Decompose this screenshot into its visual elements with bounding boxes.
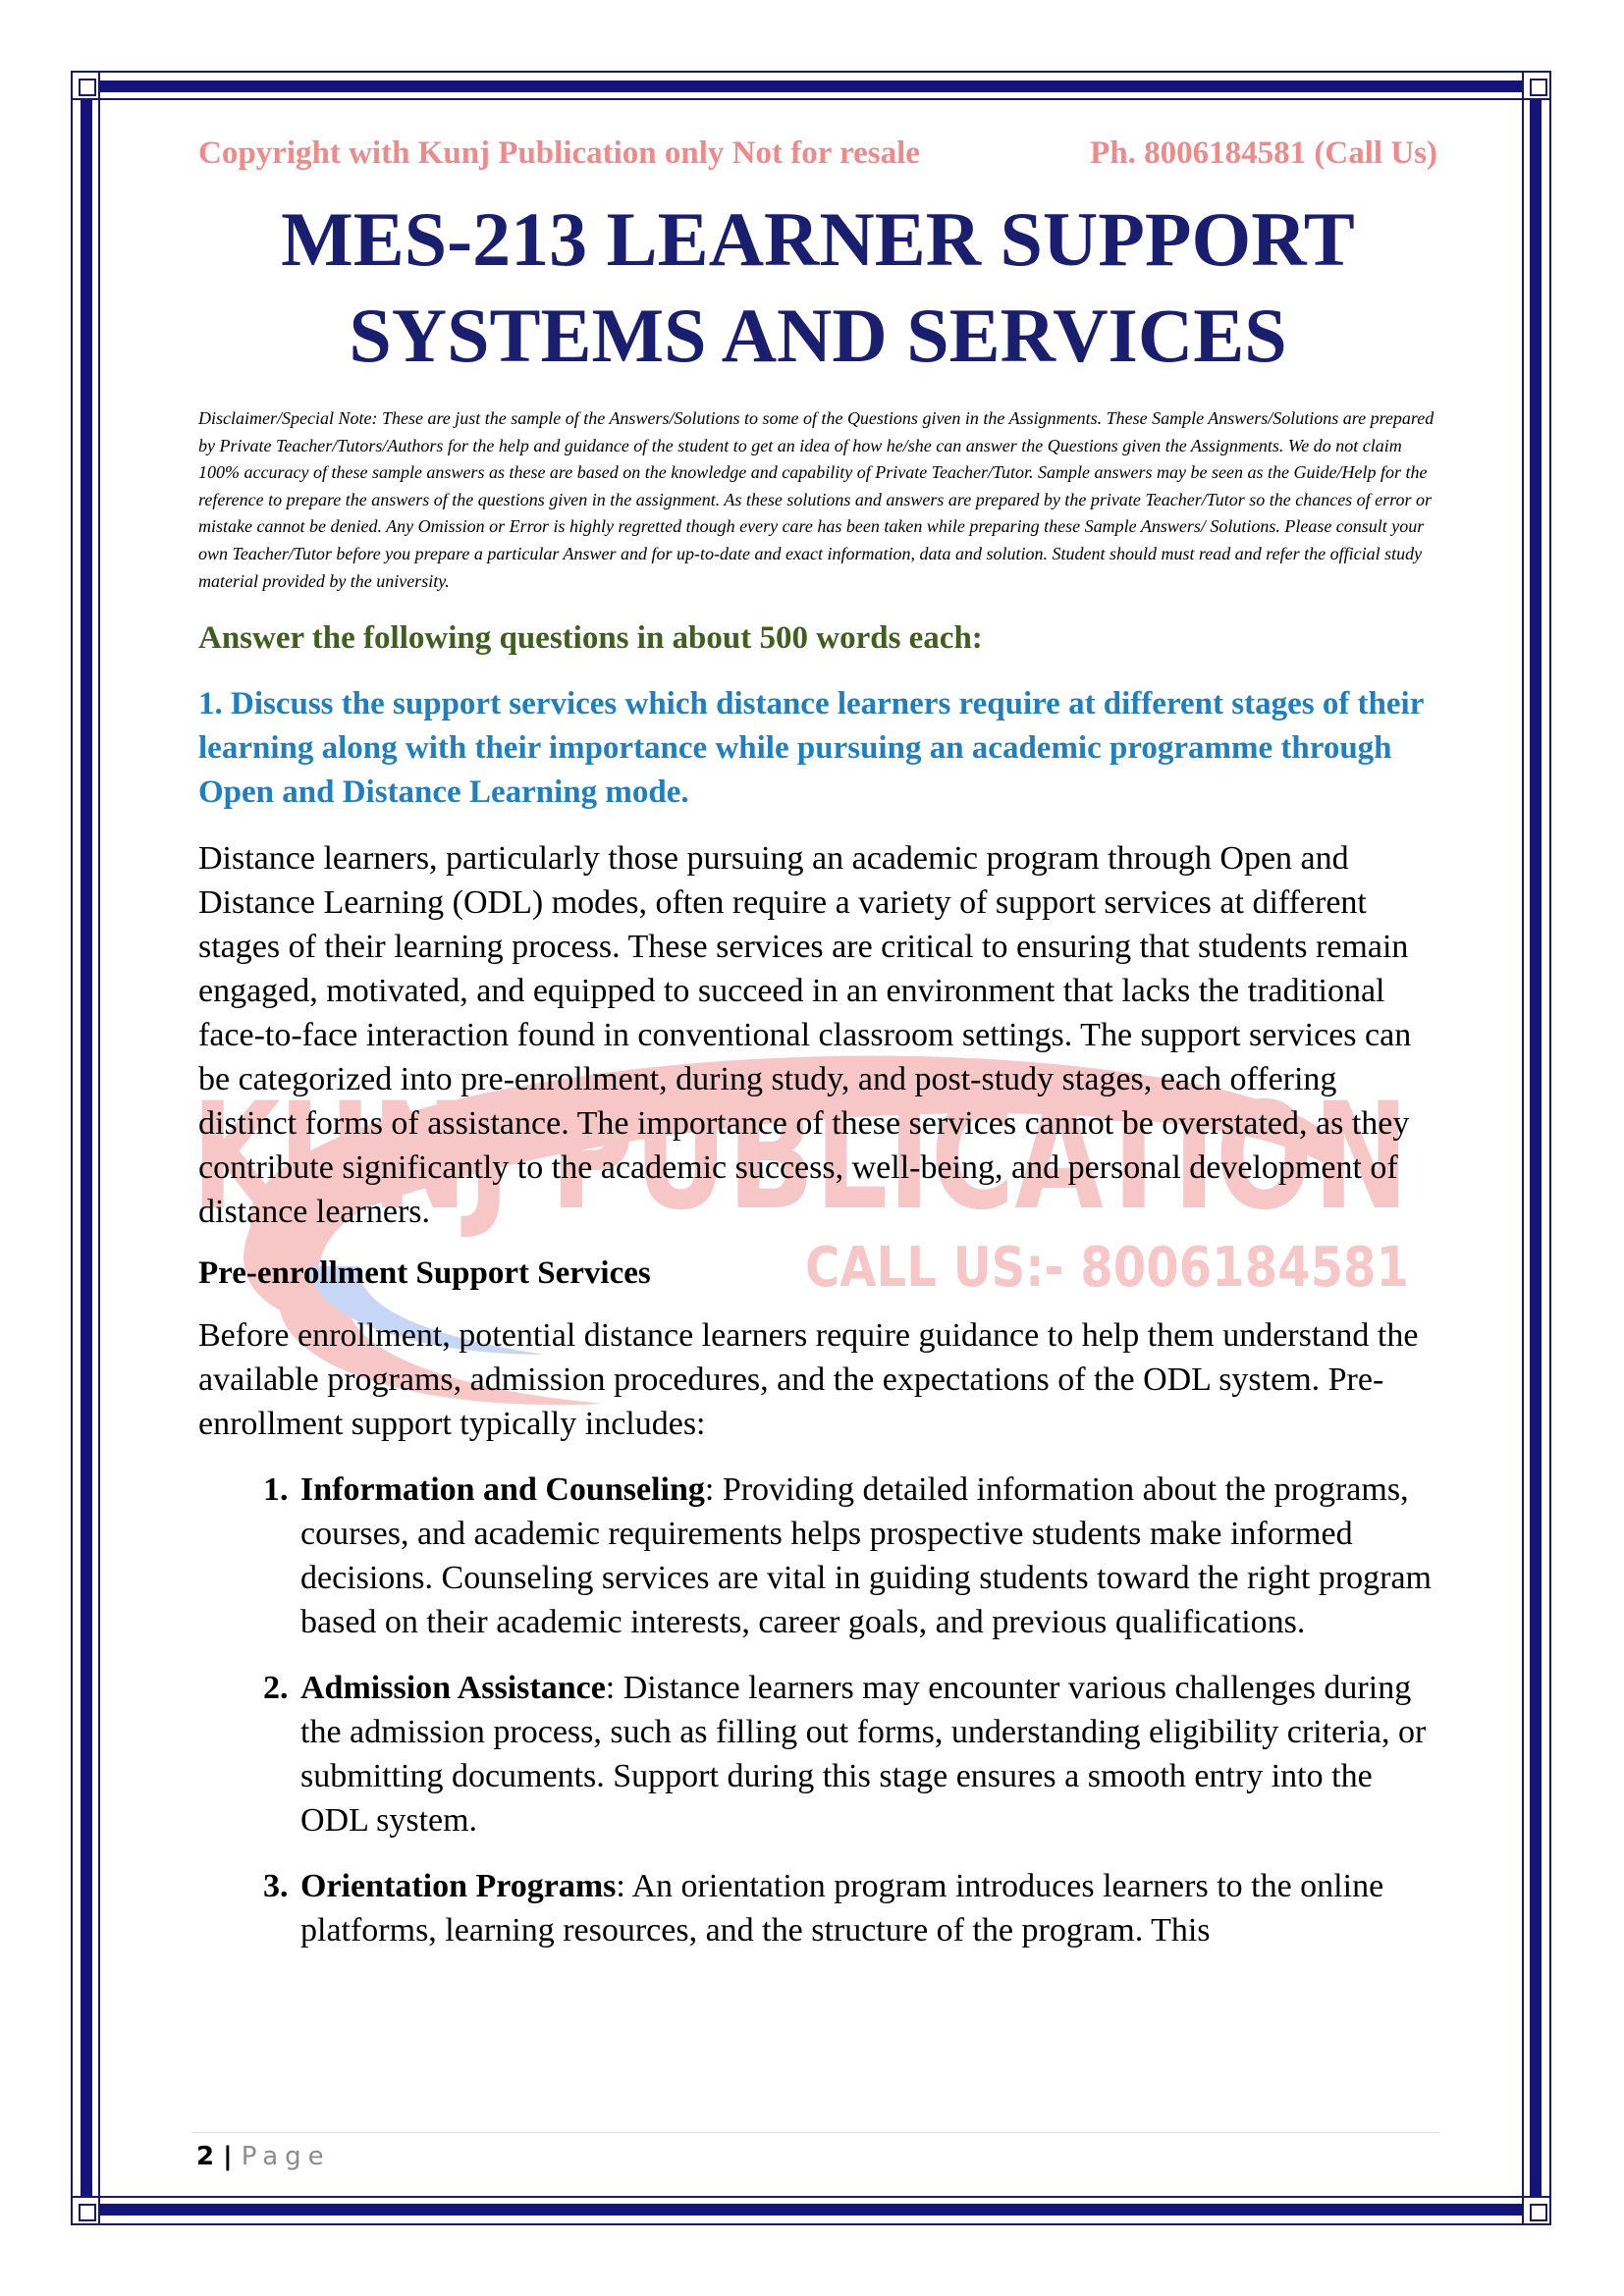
list-item-term: Admission Assistance: [300, 1670, 606, 1707]
list-item-text: : An orientation program introduces learners to the online platforms, learning resources, and the structure of the program. This: [300, 1868, 1384, 1949]
contact-phone: Ph. 8006184581 (Call Us): [1090, 135, 1437, 171]
page-content: [198, 135, 1437, 1974]
list-item-term: Information and Counseling: [300, 1471, 705, 1509]
corner-ornament-bottom-right: [1522, 2196, 1551, 2225]
title-line-2: SYSTEMS AND SERVICES: [349, 293, 1287, 378]
footer-divider: [192, 2132, 1439, 2133]
list-item: [297, 1468, 1437, 1644]
list-item-term: Orientation Programs: [300, 1868, 617, 1905]
section-heading: Pre-enrollment Support Services: [198, 1255, 651, 1292]
section-paragraph: Before enrollment, potential distance learners require guidance to help them understand the available programs, admission procedures, and the expectations of the ODL system. Pre-enrollment support typically includes:: [198, 1317, 1419, 1443]
title-line-1: MES-213 LEARNER SUPPORT: [281, 196, 1355, 282]
watermark-brand: KUNJ PUBLICATION: [191, 1072, 1409, 1243]
assignment-instruction: Answer the following questions in about 500 words each:: [198, 620, 983, 657]
corner-ornament-bottom-left: [71, 2196, 100, 2225]
support-services-list: [198, 1468, 1437, 1952]
list-item: [297, 1666, 1437, 1842]
corner-ornament-top-right: [1522, 71, 1551, 100]
document-title: [198, 191, 1437, 384]
copyright-notice: Copyright with Kunj Publication only Not for resale: [198, 135, 920, 171]
question-1: 1. Discuss the support services which distance learners require at different stages of their learning along with their importance while pursuing an academic programme through Open and Distance Learning mode.: [198, 686, 1424, 811]
page-separator: |: [214, 2142, 242, 2171]
disclaimer-note: Disclaimer/Special Note: These are just the sample of the Answers/Solutions to some of the Questions given in the Assignments. These Sample Answers/Solutions are prepared by Private Teacher/Tutors/Authors for the help and guidance of the student to get an idea of how he/she can answer the Questions given the Assignments. We do not claim 100% accuracy of these sample answers as these are based on the knowledge and capability of Private Teacher/Tutor. Sample answers may be seen as the Guide/Help for the reference to prepare the answers of the questions given in the assignment. As these solutions and answers are prepared by the private Teacher/Tutor so the chances of error or mistake cannot be denied. Any Omission or Error is highly regretted though every care has been taken while preparing these Sample Answers/ Solutions. Please consult your own Teacher/Tutor before you prepare a particular Answer and for up-to-date and exact information, data and solution. Student should must read and refer the official study material provided by the university.: [198, 408, 1435, 591]
list-item: [297, 1864, 1437, 1952]
page-label: Page: [241, 2142, 331, 2171]
copyright-header: [198, 135, 1437, 172]
page-number: 2: [196, 2142, 215, 2171]
intro-paragraph: Distance learners, particularly those pursuing an academic program through Open and Distance Learning (ODL) modes, often require a variety of support services at different stages of their learning process. These services are critical to ensuring that students remain engaged, motivated, and equipped to succeed in an environment that lacks the traditional face-to-face interaction found in conventional classroom settings. The support services can be categorized into pre-enrollment, during study, and post-study stages, each offering distinct forms of assistance. The importance of these services cannot be overstated, as they contribute significantly to the academic success, well-being, and personal development of distance learners.: [198, 840, 1412, 1231]
page-footer: [196, 2142, 331, 2171]
corner-ornament-top-left: [71, 71, 100, 100]
list-item-text: : Providing detailed information about the programs, courses, and academic requirements helps prospective students make informed decisions. Counseling services are vital in guiding students toward the right program based on their academic interests, career goals, and previous qualifications.: [300, 1471, 1432, 1641]
watermark-phone: CALL US:- 8006184581: [805, 1236, 1409, 1300]
list-item-text: : Distance learners may encounter various challenges during the admission process, such as filling out forms, understanding eligibility criteria, or submitting documents. Support during this stage ensures a smooth entry into the ODL system.: [300, 1670, 1427, 1840]
